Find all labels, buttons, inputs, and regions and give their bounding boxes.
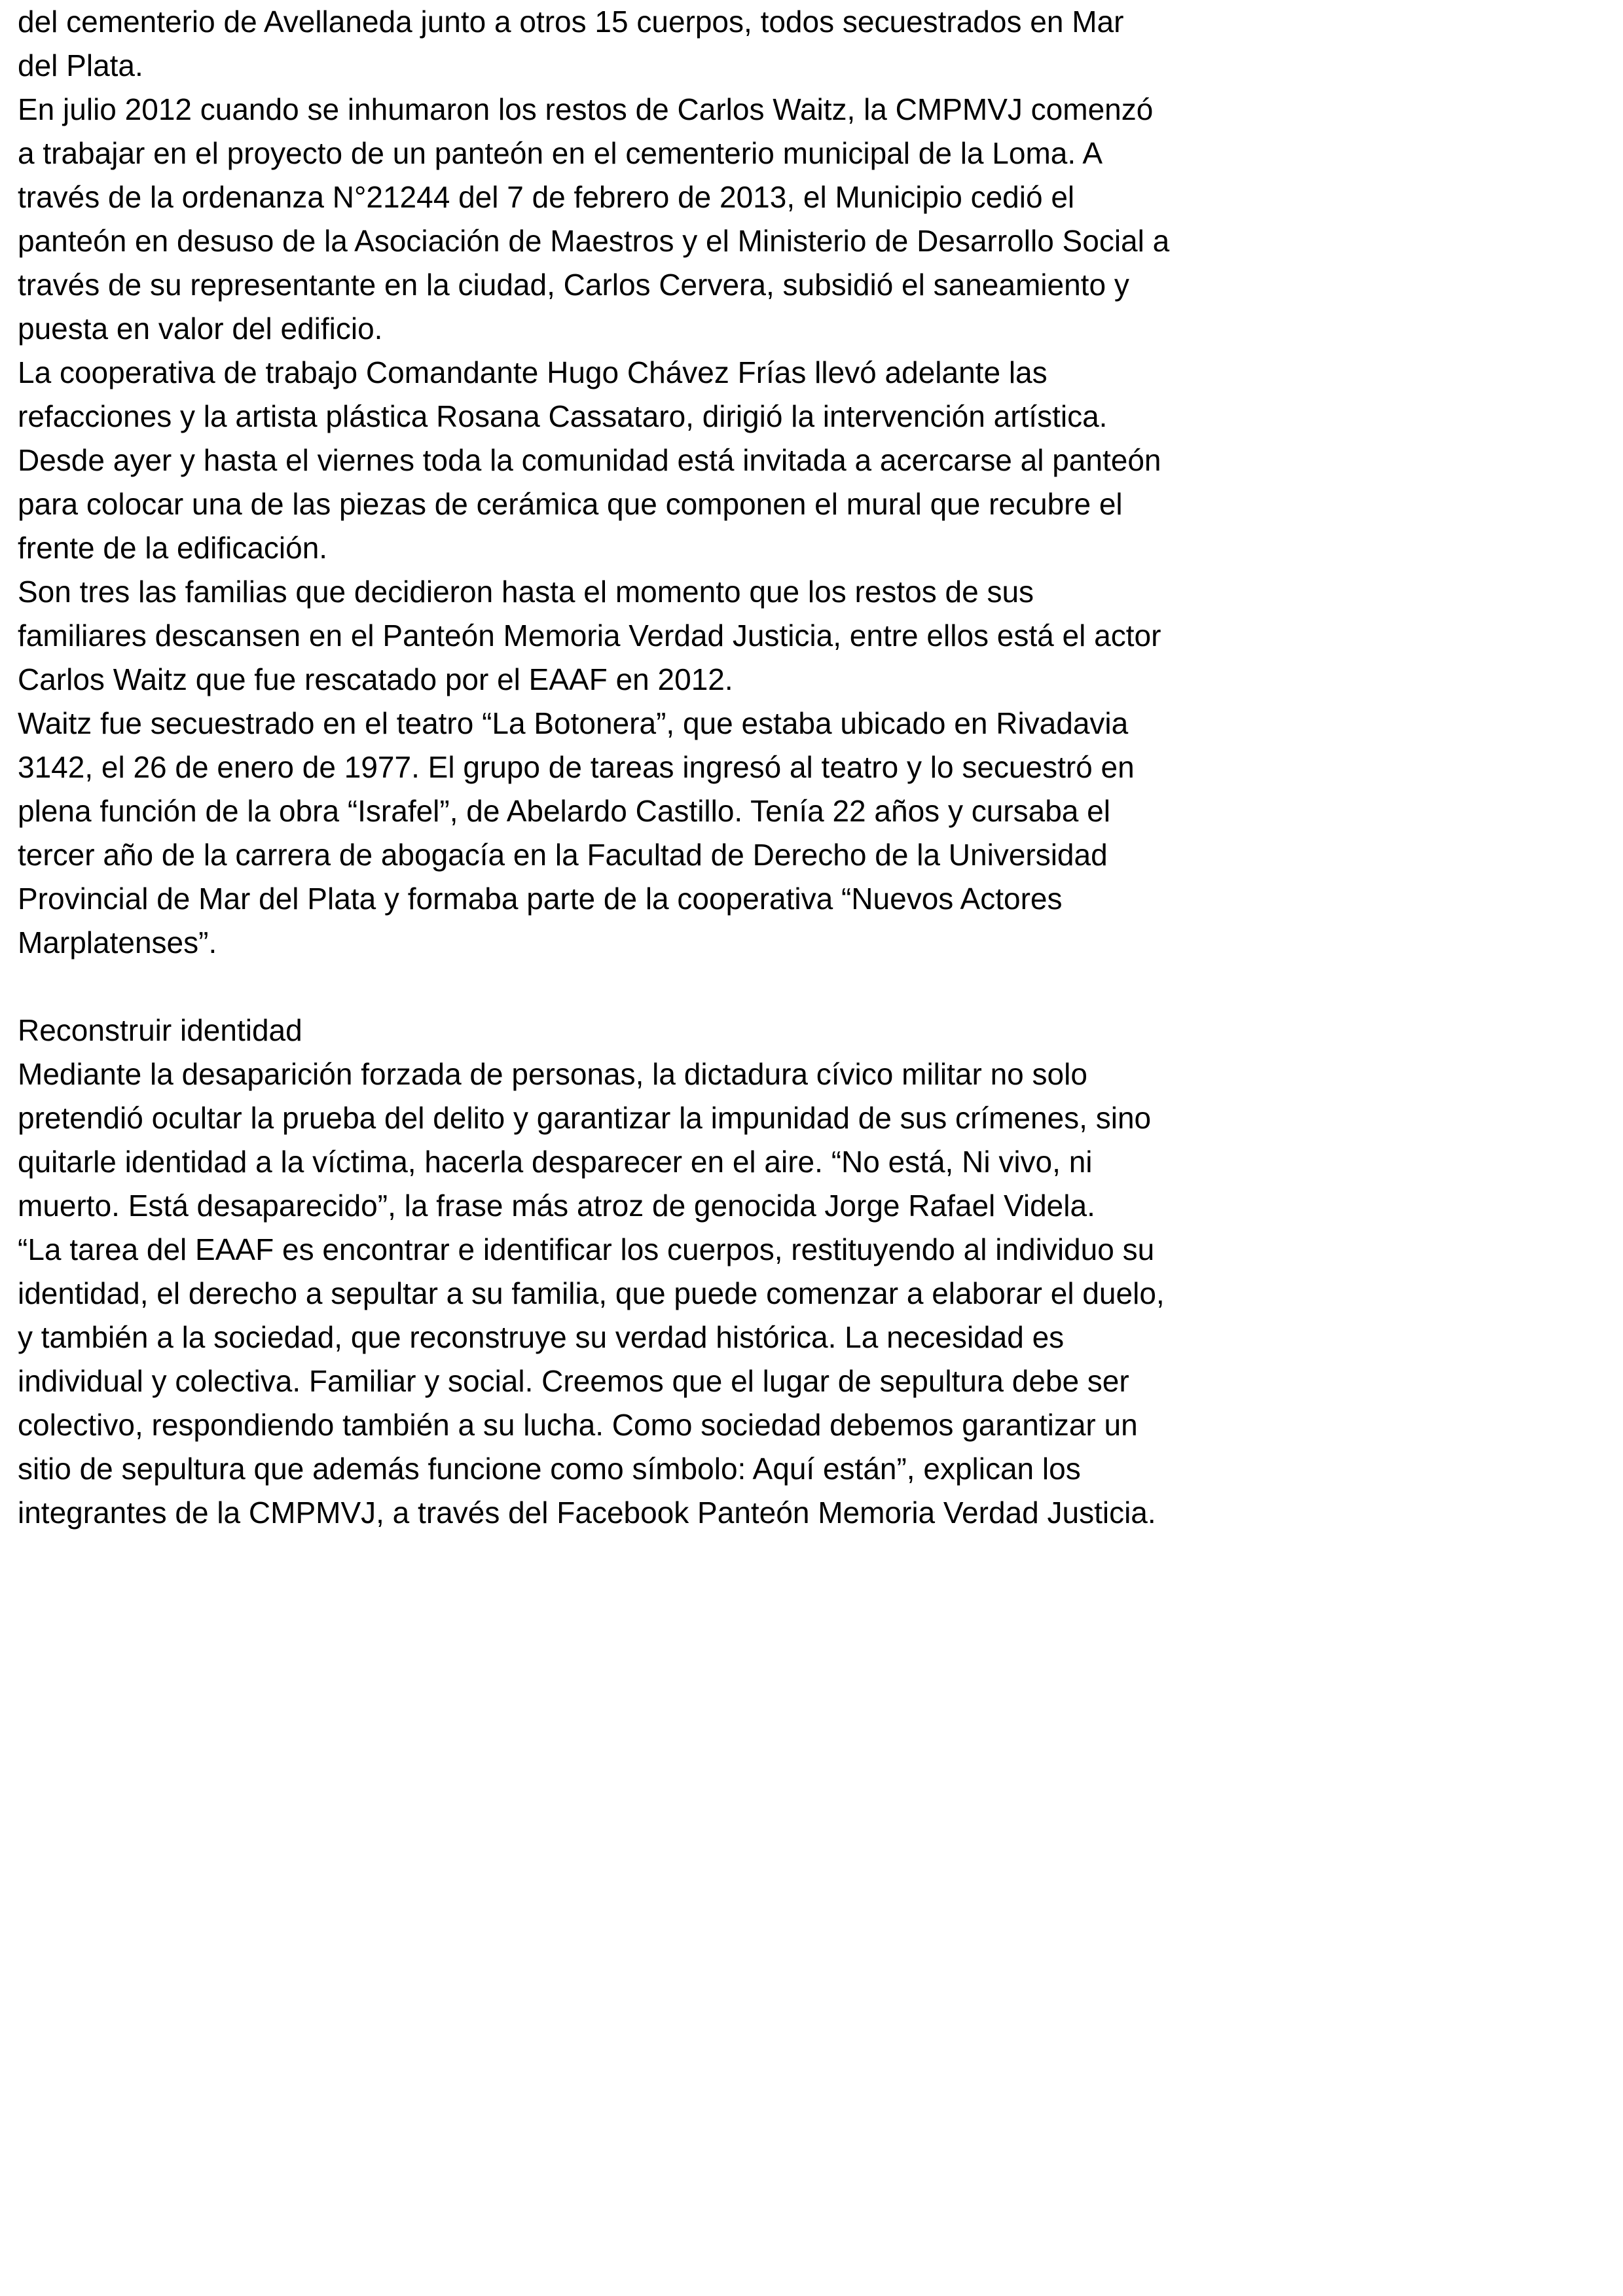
text-line: través de su representante en la ciudad, Carlos Cervera, subsidió el saneamiento y — [18, 268, 1129, 302]
text-line: Son tres las familias que decidieron hasta el momento que los restos de sus — [18, 575, 1034, 609]
text-line: Waitz fue secuestrado en el teatro “La Botonera”, que estaba ubicado en Rivadavia — [18, 706, 1129, 740]
text-line: sitio de sepultura que además funcione como símbolo: Aquí están”, explican los — [18, 1452, 1081, 1486]
text-line: Marplatenses”. — [18, 925, 217, 960]
text-line: del Plata. — [18, 48, 143, 82]
text-line: Carlos Waitz que fue rescatado por el EAAF en 2012. — [18, 662, 733, 696]
text-line: refacciones y la artista plástica Rosana Cassataro, dirigió la intervención artística. — [18, 399, 1108, 433]
text-line: y también a la sociedad, que reconstruye su verdad histórica. La necesidad es — [18, 1320, 1065, 1354]
text-line: través de la ordenanza N°21244 del 7 de febrero de 2013, el Municipio cedió el — [18, 180, 1075, 214]
text-line: Desde ayer y hasta el viernes toda la comunidad está invitada a acercarse al panteón — [18, 443, 1161, 477]
text-line: “La tarea del EAAF es encontrar e identificar los cuerpos, restituyendo al individuo su — [18, 1232, 1155, 1266]
text-line: muerto. Está desaparecido”, la frase más atroz de genocida Jorge Rafael Videla. — [18, 1189, 1095, 1223]
text-line: En julio 2012 cuando se inhumaron los restos de Carlos Waitz, la CMPMVJ comenzó — [18, 92, 1154, 126]
text-line: integrantes de la CMPMVJ, a través del Facebook Panteón Memoria Verdad Justicia. — [18, 1496, 1156, 1530]
section-heading: Reconstruir identidad — [18, 1013, 302, 1047]
text-line: panteón en desuso de la Asociación de Maestros y el Ministerio de Desarrollo Social a — [18, 224, 1170, 258]
text-line: quitarle identidad a la víctima, hacerla desparecer en el aire. “No está, Ni vivo, ni — [18, 1145, 1093, 1179]
text-line: tercer año de la carrera de abogacía en la Facultad de Derecho de la Universidad — [18, 838, 1108, 872]
text-line: puesta en valor del edificio. — [18, 312, 383, 346]
text-line: individual y colectiva. Familiar y social. Creemos que el lugar de sepultura debe ser — [18, 1364, 1129, 1398]
text-line: frente de la edificación. — [18, 531, 328, 565]
text-line: 3142, el 26 de enero de 1977. El grupo de tareas ingresó al teatro y lo secuestró en — [18, 750, 1135, 784]
blank-line — [18, 965, 1366, 1009]
article-body — [18, 0, 1366, 1535]
text-line: plena función de la obra “Israfel”, de Abelardo Castillo. Tenía 22 años y cursaba el — [18, 794, 1110, 828]
text-line: La cooperativa de trabajo Comandante Hugo Chávez Frías llevó adelante las — [18, 355, 1048, 389]
text-line: Mediante la desaparición forzada de personas, la dictadura cívico militar no solo — [18, 1057, 1087, 1091]
text-line: colectivo, respondiendo también a su lucha. Como sociedad debemos garantizar un — [18, 1408, 1138, 1442]
text-line: pretendió ocultar la prueba del delito y garantizar la impunidad de sus crímenes, sino — [18, 1101, 1152, 1135]
text-line: familiares descansen en el Panteón Memoria Verdad Justicia, entre ellos está el actor — [18, 619, 1161, 653]
text-line: identidad, el derecho a sepultar a su familia, que puede comenzar a elaborar el duelo, — [18, 1276, 1165, 1310]
text-line: del cementerio de Avellaneda junto a otros 15 cuerpos, todos secuestrados en Mar — [18, 5, 1124, 39]
text-line: a trabajar en el proyecto de un panteón en el cementerio municipal de la Loma. A — [18, 136, 1103, 170]
text-line: Provincial de Mar del Plata y formaba parte de la cooperativa “Nuevos Actores — [18, 882, 1063, 916]
text-line: para colocar una de las piezas de cerámica que componen el mural que recubre el — [18, 487, 1123, 521]
